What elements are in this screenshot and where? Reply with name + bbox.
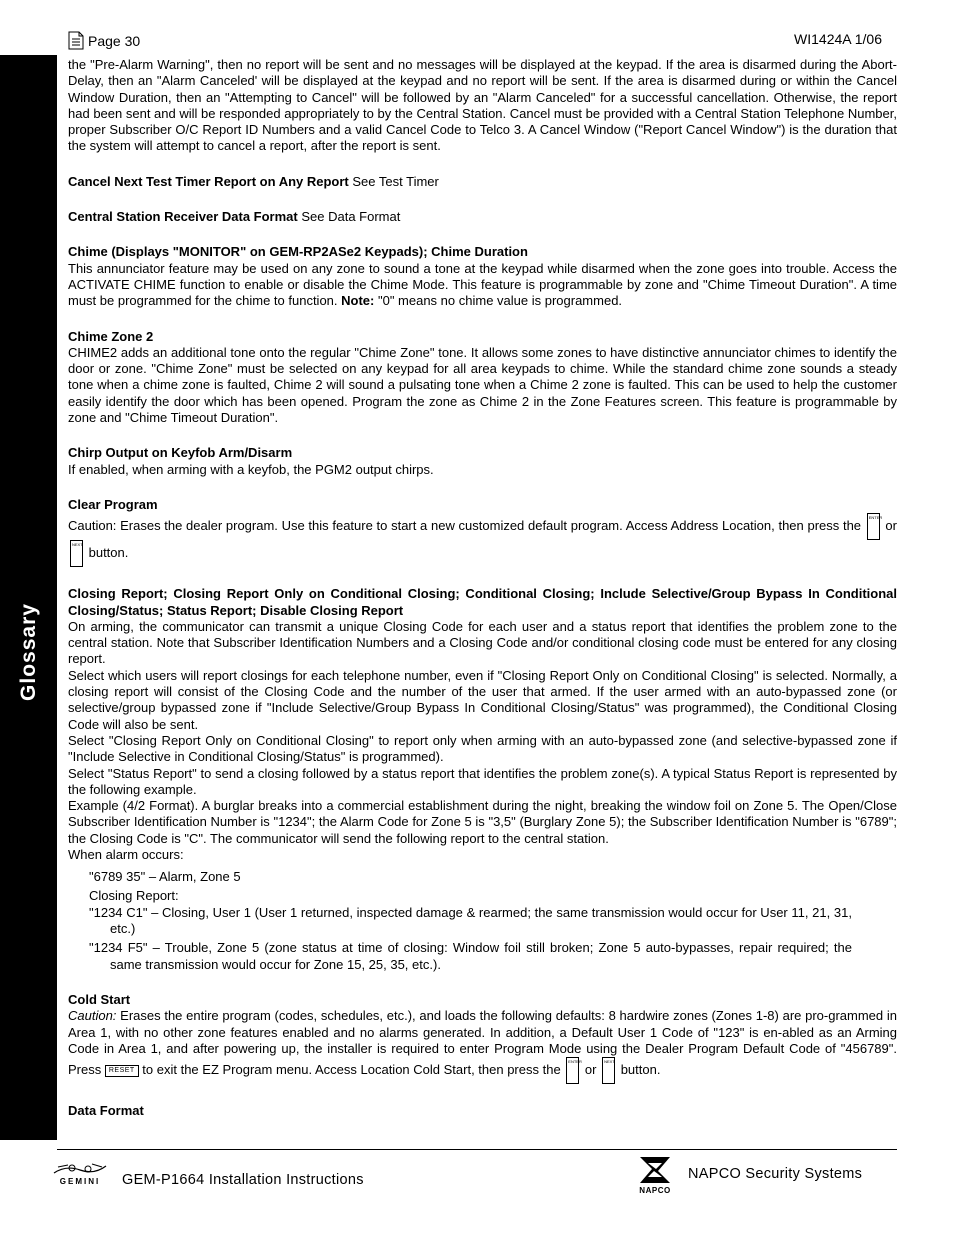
gemini-emblem-icon bbox=[52, 1161, 108, 1177]
note-label: Note: bbox=[341, 293, 375, 309]
footer-right bbox=[636, 1155, 862, 1195]
enter-key-icon: ENTER bbox=[566, 1057, 579, 1084]
entry-body-cold-start: Caution: Erases the entire program (codes, schedules, etc.), and loads the following defaults: 8 hardwire zones (Zones 1-8) are pro-grammed in Area 1, with no other zone features enabled and no alarms generated. In addition, a Default User 1 Code of "123" is en-abled as an Arming Code in Area 1, and after powering up, the installer is required to enter Program Mode using the Dealer Program Default Code of "456789". Press RESET to exit the EZ Program menu. Access Location Cold Start, then press the ENTER or NEXT button. bbox=[68, 1008, 897, 1084]
gemini-logo-text: GEMINI bbox=[59, 1176, 101, 1186]
entry-cancel-next bbox=[68, 174, 897, 190]
footer-divider bbox=[57, 1149, 897, 1150]
next-key-icon: NEXT bbox=[602, 1057, 615, 1084]
example-line: "6789 35" – Alarm, Zone 5 bbox=[89, 869, 241, 885]
entry-heading-chime: Chime (Displays "MONITOR" on GEM-RP2ASe2 Keypads); Chime Duration bbox=[68, 244, 528, 260]
caution-label: Caution: bbox=[68, 1008, 117, 1024]
entry-heading: Central Station Receiver Data Format bbox=[68, 209, 298, 225]
reset-key-icon: RESET bbox=[105, 1065, 139, 1077]
footer-title: GEM-P1664 Installation Instructions bbox=[122, 1172, 364, 1188]
entry-see-reference: See Test Timer bbox=[348, 173, 439, 189]
entry-body-clear-program: Caution: Erases the dealer program. Use this feature to start a new customized default program. Access Address Location, then press the ENTER or NEXT button. bbox=[68, 513, 897, 567]
entry-heading-cold-start: Cold Start bbox=[68, 992, 131, 1008]
next-key-icon: NEXT bbox=[70, 540, 83, 567]
sidebar-label: Glossary bbox=[17, 603, 40, 701]
example-line: "1234 F5" – Trouble, Zone 5 (zone status at time of closing: Window foil still broken; Zone 5 auto-bypasses, repair required; the same transmission would occur for Zone 15, 25, 35, etc.). bbox=[89, 940, 852, 972]
document-icon bbox=[68, 31, 84, 50]
example-line: "1234 C1" – Closing, User 1 (User 1 returned, inspected damage & rearmed; the same transmission would occur for User 11, 21, 31, etc.) bbox=[89, 904, 852, 937]
entry-heading-chime2: Chime Zone 2 bbox=[68, 328, 154, 344]
closing-paragraph: Select which users will report closings for each telephone number, even if "Closing Report Only on Conditional Closing" is selected. Normally, a closing report will consist of the Closing Code and the number of the user that armed. If the user armed with an auto-bypassed zone (or selective/group bypassed zone if "Include Selective/Group Bypass In Conditional Closing/Status" was programmed), the Conditional Closing Code will also be sent. bbox=[68, 667, 897, 732]
intro-paragraph: the "Pre-Alarm Warning", then no report will be sent and no messages will be displayed at the keypad. If the area is disarmed during the Abort-Delay, then an "Alarm Canceled' will be displayed at the keypad and no report will be sent. If the area is disarmed during or within the Cancel Window Duration, then an "Attempting to Cancel" will be followed by an "Alarm Canceled" for a successful cancellation. Otherwise, the report had been sent and will be responded appropriately to by the Central Station. Cancel must be provided with a Central Station Telephone Number, proper Subscriber O/C Report ID Numbers and a valid Cancel Code to Telco 3. A Cancel Window ("Report Cancel Window") is the duration that the system will attempt to cancel a report, after the report is sent. bbox=[68, 57, 897, 154]
entry-heading: Cancel Next Test Timer Report on Any Report bbox=[68, 173, 349, 189]
gemini-logo bbox=[52, 1161, 108, 1186]
closing-paragraph: Select "Status Report" to send a closing followed by a status report that identifies the problem zone(s). A typical Status Report is represented by the following example. bbox=[68, 765, 897, 797]
enter-key-icon: ENTER bbox=[867, 513, 880, 540]
footer-company: NAPCO Security Systems bbox=[688, 1166, 863, 1182]
entry-heading-data-format: Data Format bbox=[68, 1103, 144, 1119]
closing-paragraph: On arming, the communicator can transmit a unique Closing Code for each user and a status report that identifies the problem zone to the central station. Note that Subscriber Identification Numbers and a Closing Code and/or conditional closing code must be entered for any closing report. bbox=[68, 618, 897, 667]
entry-heading-chirp: Chirp Output on Keyfob Arm/Disarm bbox=[68, 445, 293, 461]
napco-emblem-icon bbox=[636, 1155, 674, 1185]
entry-see-reference: See Data Format bbox=[297, 209, 401, 225]
entry-body-chime2: CHIME2 adds an additional tone onto the regular "Chime Zone" tone. It allows some zones to have distinctive annunciator chimes to identify the door or zone. "Chime Zone" must be selected on any keypad for all area keypads to chime. While the standard chime zone sounds a steady tone when a chime zone is faulted, Chime 2 will sound a pulsating tone when a Chime 2 zone is faulted. This can be used to help the customer easily identify the door which has been opened. Program the zone as Chime 2 in the Zone Features screen. This feature is programmable by zone and "Chime Timeout Duration". bbox=[68, 344, 897, 426]
entry-body-chirp: If enabled, when arming with a keyfob, the PGM2 output chirps. bbox=[68, 461, 434, 477]
page-number-text: Page 30 bbox=[88, 32, 141, 49]
napco-logo bbox=[636, 1155, 674, 1195]
entry-heading-closing-report: Closing Report; Closing Report Only on Conditional Closing; Conditional Closing; Include Selective/Group Bypass In Conditional Closing/Status; Status Report; Disable Closing Report bbox=[68, 586, 897, 618]
page-number bbox=[68, 31, 140, 50]
page-header bbox=[68, 31, 898, 51]
example-line: Closing Report: bbox=[89, 887, 179, 903]
closing-paragraph: Example (4/2 Format). A burglar breaks into a commercial establishment during the night, breaking the window foil on Zone 5. The Open/Close Subscriber Identification Number is "1234"; the Alarm Code for Zone 5 is "3,5" (Burglary Zone 5); the Subscriber Identification Number is "6789"; the Closing Code is "C". The communicator will send the following report to the central station. bbox=[68, 798, 897, 846]
napco-logo-text: NAPCO bbox=[639, 1186, 671, 1195]
document-reference: WI1424A 1/06 bbox=[794, 31, 882, 47]
glossary-content bbox=[68, 57, 897, 1120]
footer-left bbox=[52, 1158, 364, 1188]
entry-heading-clear-program: Clear Program bbox=[68, 496, 158, 512]
closing-paragraph: When alarm occurs: bbox=[68, 846, 184, 862]
section-sidebar bbox=[0, 55, 57, 1140]
closing-paragraph: Select "Closing Report Only on Conditional Closing" to report only when arming with an auto-bypassed zone (and selective-bypassed zone if "Include Selective in Conditional Closing/Status" is programmed). bbox=[68, 732, 897, 765]
entry-central-station-rx bbox=[68, 209, 897, 225]
entry-body-chime: This annunciator feature may be used on any zone to sound a tone at the keypad while disarmed when the zone goes into trouble. Access the ACTIVATE CHIME function to enable or disable the Chime Mode. This feature is programmable by zone and "Chime Timeout Duration". A time must be programmed for the chime to function. Note: "0" means no chime value is programmed. bbox=[68, 260, 897, 309]
